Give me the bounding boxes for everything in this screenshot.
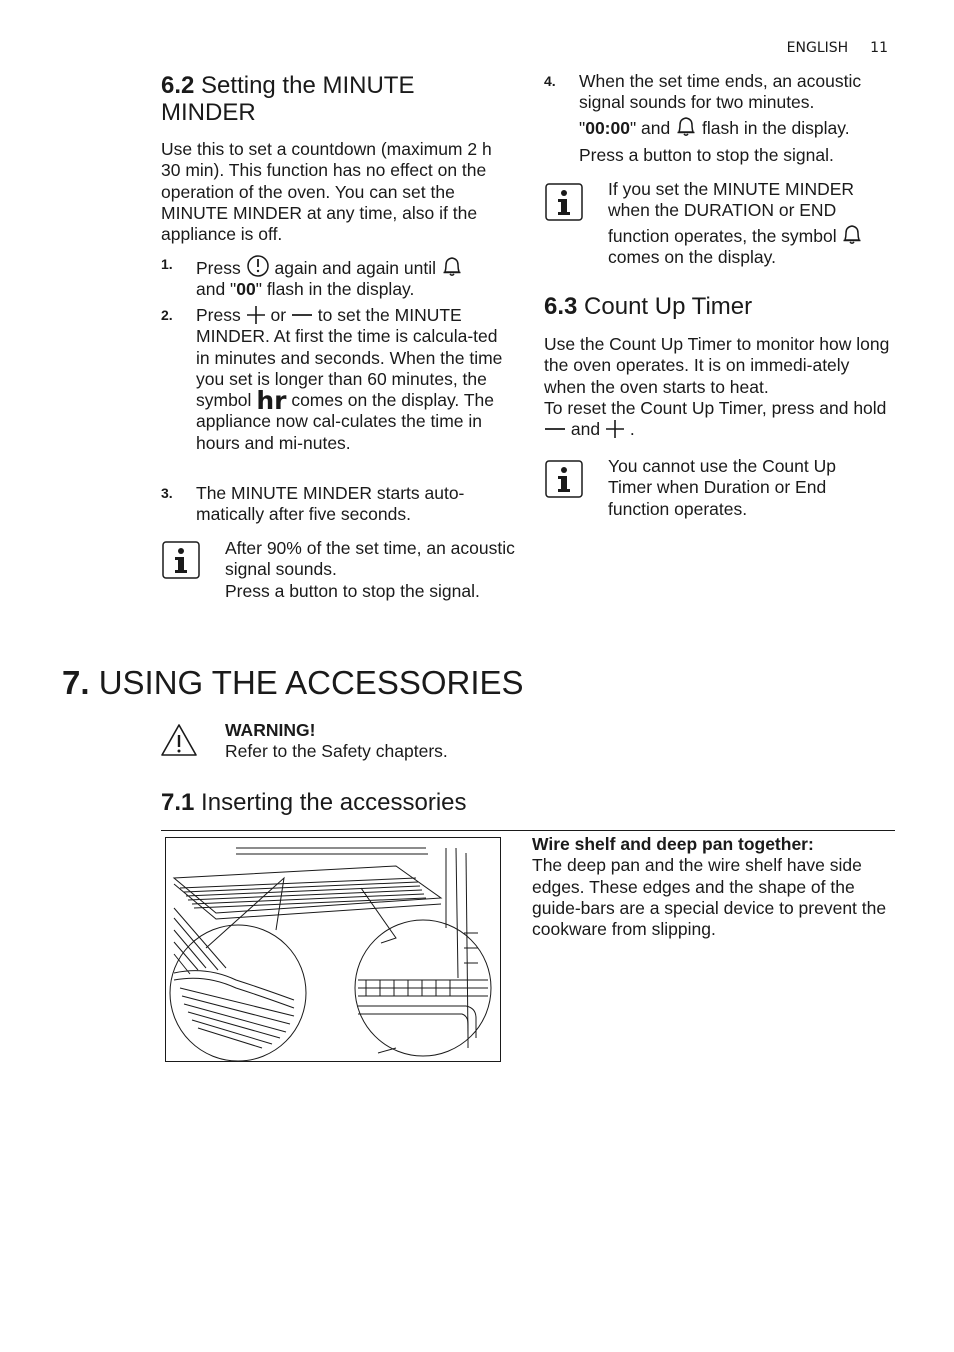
note-acoustic-signal: After 90% of the set time, an acoustic signal sounds. Press a button to stop the signal. xyxy=(225,538,515,601)
page-number: 11 xyxy=(870,40,888,56)
warning-text: Refer to the Safety chapters. xyxy=(225,741,448,762)
figure-caption xyxy=(532,834,887,940)
section-7-1-heading xyxy=(161,789,561,816)
step-3: 3. The MINUTE MINDER starts auto-matically after five seconds. xyxy=(161,483,465,525)
section-6-3-heading xyxy=(544,293,894,320)
chapter-number: 7. xyxy=(62,664,90,701)
step-4: 4. When the set time ends, an acoustic signal sounds for two minutes. "00:00" and flash in the display. Press a button to stop the signal. xyxy=(544,71,862,165)
chapter-7-heading xyxy=(62,664,524,702)
page-header xyxy=(787,39,888,56)
step-number: 3. xyxy=(161,485,173,501)
clock-icon xyxy=(246,254,270,278)
section-title: Count Up Timer xyxy=(584,293,753,320)
bell-icon xyxy=(675,114,697,138)
caption-title: Wire shelf and deep pan together: xyxy=(532,834,814,854)
bell-icon xyxy=(841,222,863,246)
bell-icon xyxy=(441,254,463,278)
caption-text: The deep pan and the wire shelf have side edges. These edges and the shape of the guide-bars are a special device to prevent the cookware from slipping. xyxy=(532,855,887,940)
plus-icon xyxy=(246,305,266,325)
hr-symbol-icon: hr xyxy=(256,386,287,416)
note-count-up-timer: You cannot use the Count Up Timer when Duration or End function operates. xyxy=(608,456,836,519)
step-number: 1. xyxy=(161,256,173,272)
warning-block xyxy=(225,720,525,763)
header-language: ENGLISH xyxy=(786,40,849,56)
step-number: 4. xyxy=(544,73,556,89)
step-2: 2. Press or to set the MINUTE MINDER. At first the time is calcula-ted in minutes and seconds. When the time you set is longer than 60 minutes, the symbol hr comes on the display. The appliance now cal-culates the time in hours and mi-nutes. xyxy=(161,305,503,453)
section-title: Inserting the accessories xyxy=(201,789,467,816)
minus-icon xyxy=(544,419,566,439)
wire-shelf-deep-pan-drawing xyxy=(166,838,500,1061)
accessory-illustration xyxy=(165,837,501,1062)
step-number: 2. xyxy=(161,307,173,323)
warning-label: WARNING! xyxy=(225,720,316,740)
step-1: 1. Press again and again until and "00" flash in the display. xyxy=(161,254,511,298)
section-title: Setting the MINUTE MINDER xyxy=(161,72,415,126)
chapter-title: USING THE ACCESSORIES xyxy=(98,664,524,701)
note-minute-minder-duration: If you set the MINUTE MINDER when the DURATION or END function operates, the symbol comes on the display. xyxy=(608,179,898,268)
section-divider xyxy=(161,830,895,831)
info-icon xyxy=(545,183,583,221)
section-number: 7.1 xyxy=(161,789,195,816)
section-6-3-body: Use the Count Up Timer to monitor how long the oven operates. It is on immedi-ately when the oven starts to heat. To reset the Count Up Timer, press and hold and . xyxy=(544,334,890,440)
section-number: 6.2 xyxy=(161,72,195,99)
plus-icon xyxy=(605,419,625,439)
warning-icon xyxy=(160,722,198,758)
section-6-2-intro: Use this to set a countdown (maximum 2 h 30 min). This function has no effect on the operation of the oven. You can set the MINUTE MINDER at any time, also if the appliance is off. xyxy=(161,139,492,245)
section-6-2-heading xyxy=(161,72,501,126)
minus-icon xyxy=(291,305,313,325)
info-icon xyxy=(162,541,200,579)
info-icon xyxy=(545,460,583,498)
section-number: 6.3 xyxy=(544,293,578,320)
